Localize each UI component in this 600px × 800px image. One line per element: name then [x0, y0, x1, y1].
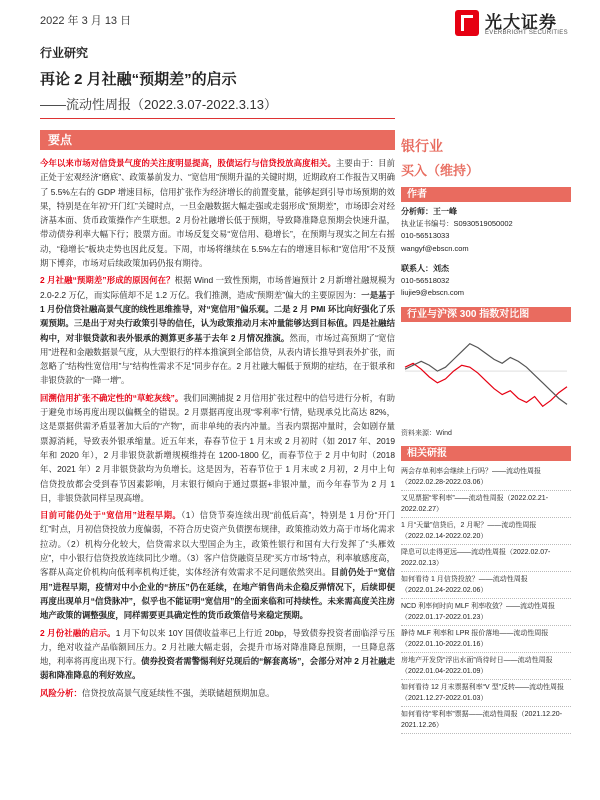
chart-header: 行业与沪深 300 指数对比图 — [401, 307, 571, 322]
paragraph-4 — [40, 508, 395, 622]
paragraph-6 — [40, 686, 395, 700]
report-date: 2022 年 3 月 13 日 — [40, 15, 132, 27]
related-report-item[interactable]: 房地产开发贷“浮出水面”尚待时日——流动性周报（2022.01.04-2022.01.09） — [401, 653, 571, 680]
logo-text-en: EVERBRIGHT SECURITIES — [485, 30, 568, 36]
text-run: 根据 Wind 一致性预期，市场普遍预计 2 月新增社融规模为 2.0-2.2 万亿，而实际值却不足 1.2 万亿。我们推测，造成“预期差”偏大的主要原因为： — [40, 275, 395, 300]
text-run: 一是基于 1 月份信贷社融高景气度的线性思维推导，对“宽信用”偏乐观。二是 2 月 PMI 环比向好强化了乐观预期。三是出于对央行政策引导的信任，认为政策推动月末冲量能够达到目标值。四是社融结构中，对非银贷款和表外银承的测算更多基于去年 2 月情况推演。 — [40, 289, 395, 343]
sidebar — [401, 126, 571, 734]
text-run: 信贷投放高景气度延续性不强，美联储超预期加息。 — [81, 687, 275, 698]
logo-text-cn: 光大证券 — [485, 13, 557, 32]
analyst1-name: 分析师：王一峰 — [401, 207, 457, 216]
paragraph-1 — [40, 156, 395, 270]
analyst2-name: 联系人：刘杰 — [401, 263, 449, 273]
main-text — [40, 156, 395, 700]
related-report-item[interactable]: 如何看待 1 月信贷投放？——流动性周报（2022.01.24-2022.02.06） — [401, 572, 571, 599]
title-divider — [40, 118, 395, 119]
text-run: 主要由于：目前正处于宏观经济“磨底”、政策暴前发力、“宽信用”预期升温的关键时期，近期政府工作报告又明确了 5.5%左右的 GDP 增速目标，信用扩张作为经济增长的前置变量，能够起到引导市场预期的效果，特别是在年初“开门红”关键时点，一旦金融数据大幅走强或走弱形成“预期差”，市场即会对经济基本面、货币政策操作产生联想。2 月份社融增长低于预期，导致降准降息预期会快速升温，带动债券利率大幅下行；股票方面。市场反复交易“宽信用、稳增长”，在预期与现实之间左右摇动，“稳增长”板块走势也因此反复。下周，市场将继续在 5.5%左右的增速目标和“宽信用”不及预期下博弈，市场对后续政策加码仍报有期待。 — [40, 158, 396, 269]
related-report-item[interactable]: 降息可以走得更远——流动性周报（2022.02.07-2022.02.13） — [401, 545, 571, 572]
broker-logo — [455, 8, 575, 42]
analyst1-email: wangyf@ebscn.com — [401, 243, 469, 253]
text-run: 我们回溯捕捉 2 月信用扩张过程中的信号进行分析，有助于避免市场再度出现以偏概全的错误。2 月票据再度出现“零利率”行情，贴现承兑比高达 82%，这是票据供需矛盾显著加大后的“产物”，而非单纯的表内冲量。当表内票据冲量时，会如剧存量票源消耗，导致表外银承缩量。近五年来，春春节位于 1 月末或 2 月初时（如 2017 年、2019 年和 2020 年），2 月非银贷款新增规模维持在 1200-1800 亿，而春节位于 2 月中旬时（2018 年、2021 年）2 月非银贷款均为负增长。这是因为，若春节位于 1 月末或 2 月初，2 月中上旬信贷投放都会受到春节因素影响，月末银行倾向于通过票据+非银冲量，而今年春节为 2 月 1 日，非银贷款同样呈现高增。 — [40, 392, 395, 503]
related-report-item[interactable]: 静待 MLF 利率和 LPR 报价落地——流动性周报（2022.01.10-2022.01.16） — [401, 626, 571, 653]
text-run: 2 月社融“预期差”形成的原因何在？ — [40, 275, 175, 286]
text-run: 风险分析： — [40, 687, 82, 698]
related-report-item[interactable]: 1 月“天量”信贷后，2 月呢？——流动性周报（2022.02.14-2022.02.20） — [401, 518, 571, 545]
related-report-item[interactable]: 如何看待“零利率”票据——流动性周报（2021.12.20-2021.12.26） — [401, 707, 571, 734]
related-reports-list — [401, 464, 571, 734]
chart-source: 资料来源：Wind — [401, 430, 452, 438]
analyst2-email: liujie9@ebscn.com — [401, 288, 465, 298]
report-subtitle: ——流动性周报（2022.3.07-2022.3.13） — [40, 97, 277, 112]
report-title: 再论 2 月社融“预期差”的启示 — [40, 71, 237, 88]
text-run: 然而，市场过高预期了“宽信用”进程和金融数据景气度，从大型银行的样本推演到全部信贷，从表内请长推导到表外扩张，而忽略了“结构性宽信用”与“结构性需求不足”同步存在。2 月社融大幅低于预期的症结，在于银承和非银贷款的“一降一增”。 — [40, 332, 395, 386]
index-comparison-chart — [401, 326, 571, 426]
text-run: 回溯信用扩张不确定性的“草蛇灰线”。 — [40, 392, 184, 403]
analyst1-cert: 执业证书编号：S0930519050002 — [401, 219, 513, 229]
related-report-item[interactable]: 如何看待 12 月末票据利率“V 型”反转——流动性周报（2021.12.27-2022.01.03） — [401, 680, 571, 707]
chart-series-line-1 — [405, 364, 567, 407]
text-run: 目前仍处于“宽信用”进程早期，疫情对中小企业的“挤压”仍在延续，在地产销售尚未企稳反弹情况下，后续即便再度出现单月“信贷脉冲”，似乎也不能证明“宽信用”的全面来临和可持续性。未来需高度关注房地产政策的调整强度，同样需要更具确定性的货币政策信号来稳定预期。 — [40, 567, 396, 621]
related-report-item[interactable]: 两会存单利率会继续上行吗？——流动性周报（2022.02.28-2022.03.06） — [401, 464, 571, 491]
chart-series-line-2 — [405, 344, 567, 405]
paragraph-5 — [40, 626, 395, 683]
logo-mark-icon — [455, 10, 479, 36]
author-header: 作者 — [401, 187, 571, 202]
author-info — [401, 206, 571, 299]
related-header: 相关研报 — [401, 446, 571, 461]
text-run: 债券投资者需警惕利好兑现后的“解套离场”，会部分对冲 2 月社融走弱和降准降息的利好效应。 — [40, 656, 396, 681]
analyst2-phone: 010-56518032 — [401, 276, 450, 286]
report-category: 行业研究 — [40, 46, 89, 60]
text-run: 2 月份社融的启示。 — [40, 627, 116, 638]
text-run: 今年以来市场对信贷景气度的关注度明显提高，股债运行与信贷投放高度相关。 — [40, 158, 336, 168]
rating: 买入（维持） — [401, 163, 480, 178]
paragraph-2 — [40, 273, 395, 387]
text-run: 1 月下旬以来 10Y 国债收益率已上行近 20bp，导致债券投资者面临浮亏压力，绝对收益产品临额回压力。2 月社融大幅走弱，会提升市场对降准降息预期，一旦降息落地，利率将再度出现下行。 — [40, 627, 395, 667]
related-report-item[interactable]: NCD 利率何时向 MLF 利率收敛？——流动性周报（2022.01.17-2022.01.23） — [401, 599, 571, 626]
text-run: （1）信贷节奏连续出现“前低后高”，特别是 1 月份“开门红”时点，月初信贷投放力度偏弱，不符合历史资产负债摆布规律，政策推动效力高于市场化需求拉动。（2）机构分化较大，信贷需求以大型国企为主，政策性银行和国有大行发挥了“头雁效应”，中小银行信贷投放连续同比少增。（3）客户信贷融资呈现“买方市场”特点，利率敏感度高，客群从高定价机构向低利率机构迁徙，实体经济有效需求不足问题依然突出。 — [40, 510, 396, 578]
chart-svg — [401, 326, 571, 426]
text-run: 目前可能仍处于“宽信用”进程早期。 — [40, 510, 182, 521]
analyst1-phone: 010-56513033 — [401, 231, 450, 241]
keypoints-header: 要点 — [40, 130, 395, 150]
related-report-item[interactable]: 又见票据“零利率”——流动性周报（2022.02.21-2022.02.27） — [401, 491, 571, 518]
paragraph-3 — [40, 391, 395, 505]
sector-name: 银行业 — [401, 138, 443, 154]
